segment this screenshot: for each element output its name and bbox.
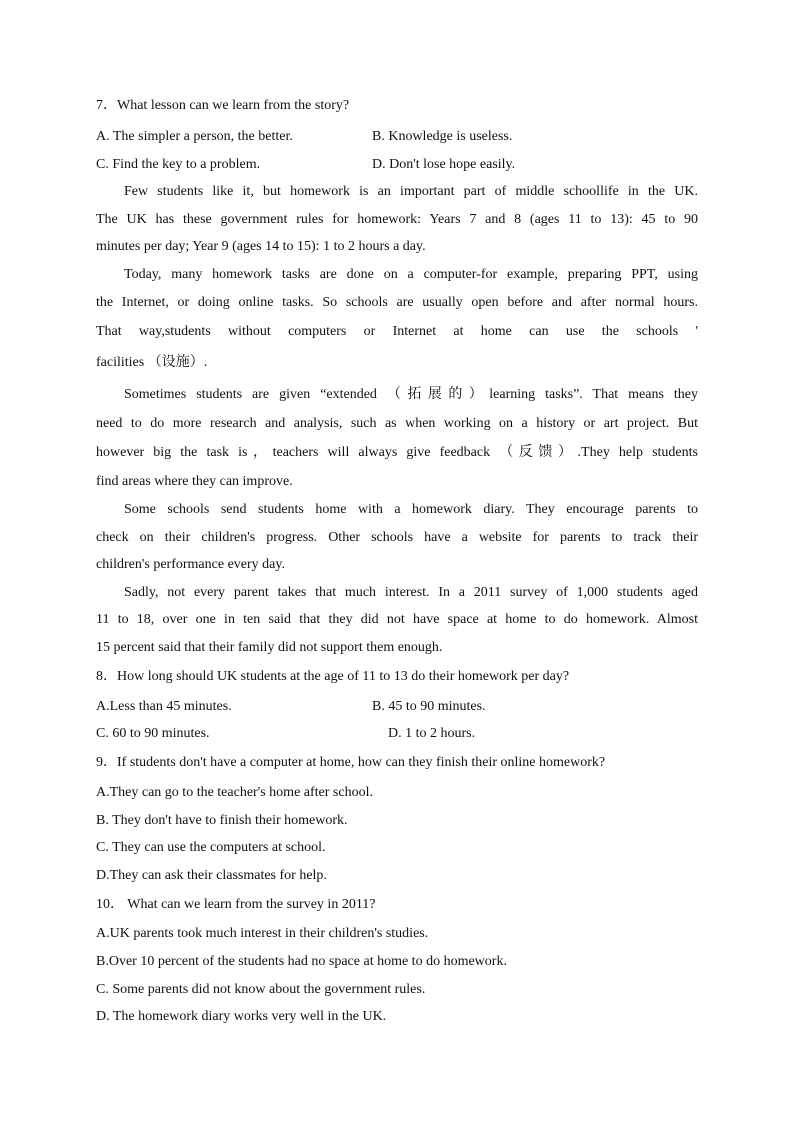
question-7-option-c: C. Find the key to a problem. — [96, 157, 261, 172]
question-7-option-a: A. The simpler a person, the better. — [96, 129, 293, 144]
question-8-stem: 8．How long should UK students at the age of 11 to 13 do their homework per day? — [96, 669, 570, 684]
question-7-option-d: D. Don't lose hope easily. — [372, 157, 516, 172]
question-8-option-b: B. 45 to 90 minutes. — [372, 699, 486, 714]
passage-line: facilities （设施）. — [96, 355, 208, 370]
passage-line: That way,students without computers or Internet at home can use the schools ' — [96, 324, 698, 339]
passage-line: the Internet, or doing online tasks. So schools are usually open before and after normal hours. — [96, 295, 698, 310]
passage-line: children's performance every day. — [96, 557, 285, 572]
question-8-option-c: C. 60 to 90 minutes. — [96, 726, 210, 741]
question-8-option-d: D. 1 to 2 hours. — [388, 726, 476, 741]
passage-line: Sometimes students are given “extended （拓展的）learning tasks”. That means they — [124, 387, 698, 402]
passage-line: Some schools send students home with a homework diary. They encourage parents to — [124, 502, 698, 517]
question-10-option-b: B.Over 10 percent of the students had no space at home to do homework. — [96, 954, 507, 969]
passage-line: 11 to 18, over one in ten said that they did not have space at home to do homework. Almost — [96, 612, 698, 627]
passage-line: Few students like it, but homework is an important part of middle schoollife in the UK. — [124, 184, 698, 199]
passage-line: The UK has these government rules for homework: Years 7 and 8 (ages 11 to 13): 45 to 90 — [96, 212, 698, 227]
passage-line: Today, many homework tasks are done on a computer-for example, preparing PPT, using — [124, 267, 698, 282]
passage-line: check on their children's progress. Other schools have a website for parents to track their — [96, 530, 698, 545]
question-10-option-d: D. The homework diary works very well in the UK. — [96, 1009, 387, 1024]
passage-line: find areas where they can improve. — [96, 474, 293, 489]
passage-line: minutes per day; Year 9 (ages 14 to 15): 1 to 2 hours a day. — [96, 239, 426, 254]
question-10-option-c: C. Some parents did not know about the government rules. — [96, 982, 426, 997]
question-9-option-c: C. They can use the computers at school. — [96, 840, 326, 855]
question-9-option-b: B. They don't have to finish their homework. — [96, 813, 348, 828]
passage-line: 15 percent said that their family did not support them enough. — [96, 640, 443, 655]
passage-line: however big the task is，teachers will always give feedback （反馈）.They help students — [96, 445, 698, 460]
question-9-option-d: D.They can ask their classmates for help. — [96, 868, 327, 883]
question-7-stem: 7．What lesson can we learn from the story? — [96, 98, 350, 113]
question-10-stem: 10． What can we learn from the survey in 2011? — [96, 897, 376, 912]
question-7-option-b: B. Knowledge is useless. — [372, 129, 513, 144]
question-10-option-a: A.UK parents took much interest in their children's studies. — [96, 926, 429, 941]
question-8-option-a: A.Less than 45 minutes. — [96, 699, 232, 714]
question-9-stem: 9．If students don't have a computer at home, how can they finish their online homework? — [96, 755, 606, 770]
passage-line: need to do more research and analysis, such as when working on a history or art project. But — [96, 416, 698, 431]
question-9-option-a: A.They can go to the teacher's home after school. — [96, 785, 373, 800]
passage-line: Sadly, not every parent takes that much interest. In a 2011 survey of 1,000 students aged — [124, 585, 698, 600]
